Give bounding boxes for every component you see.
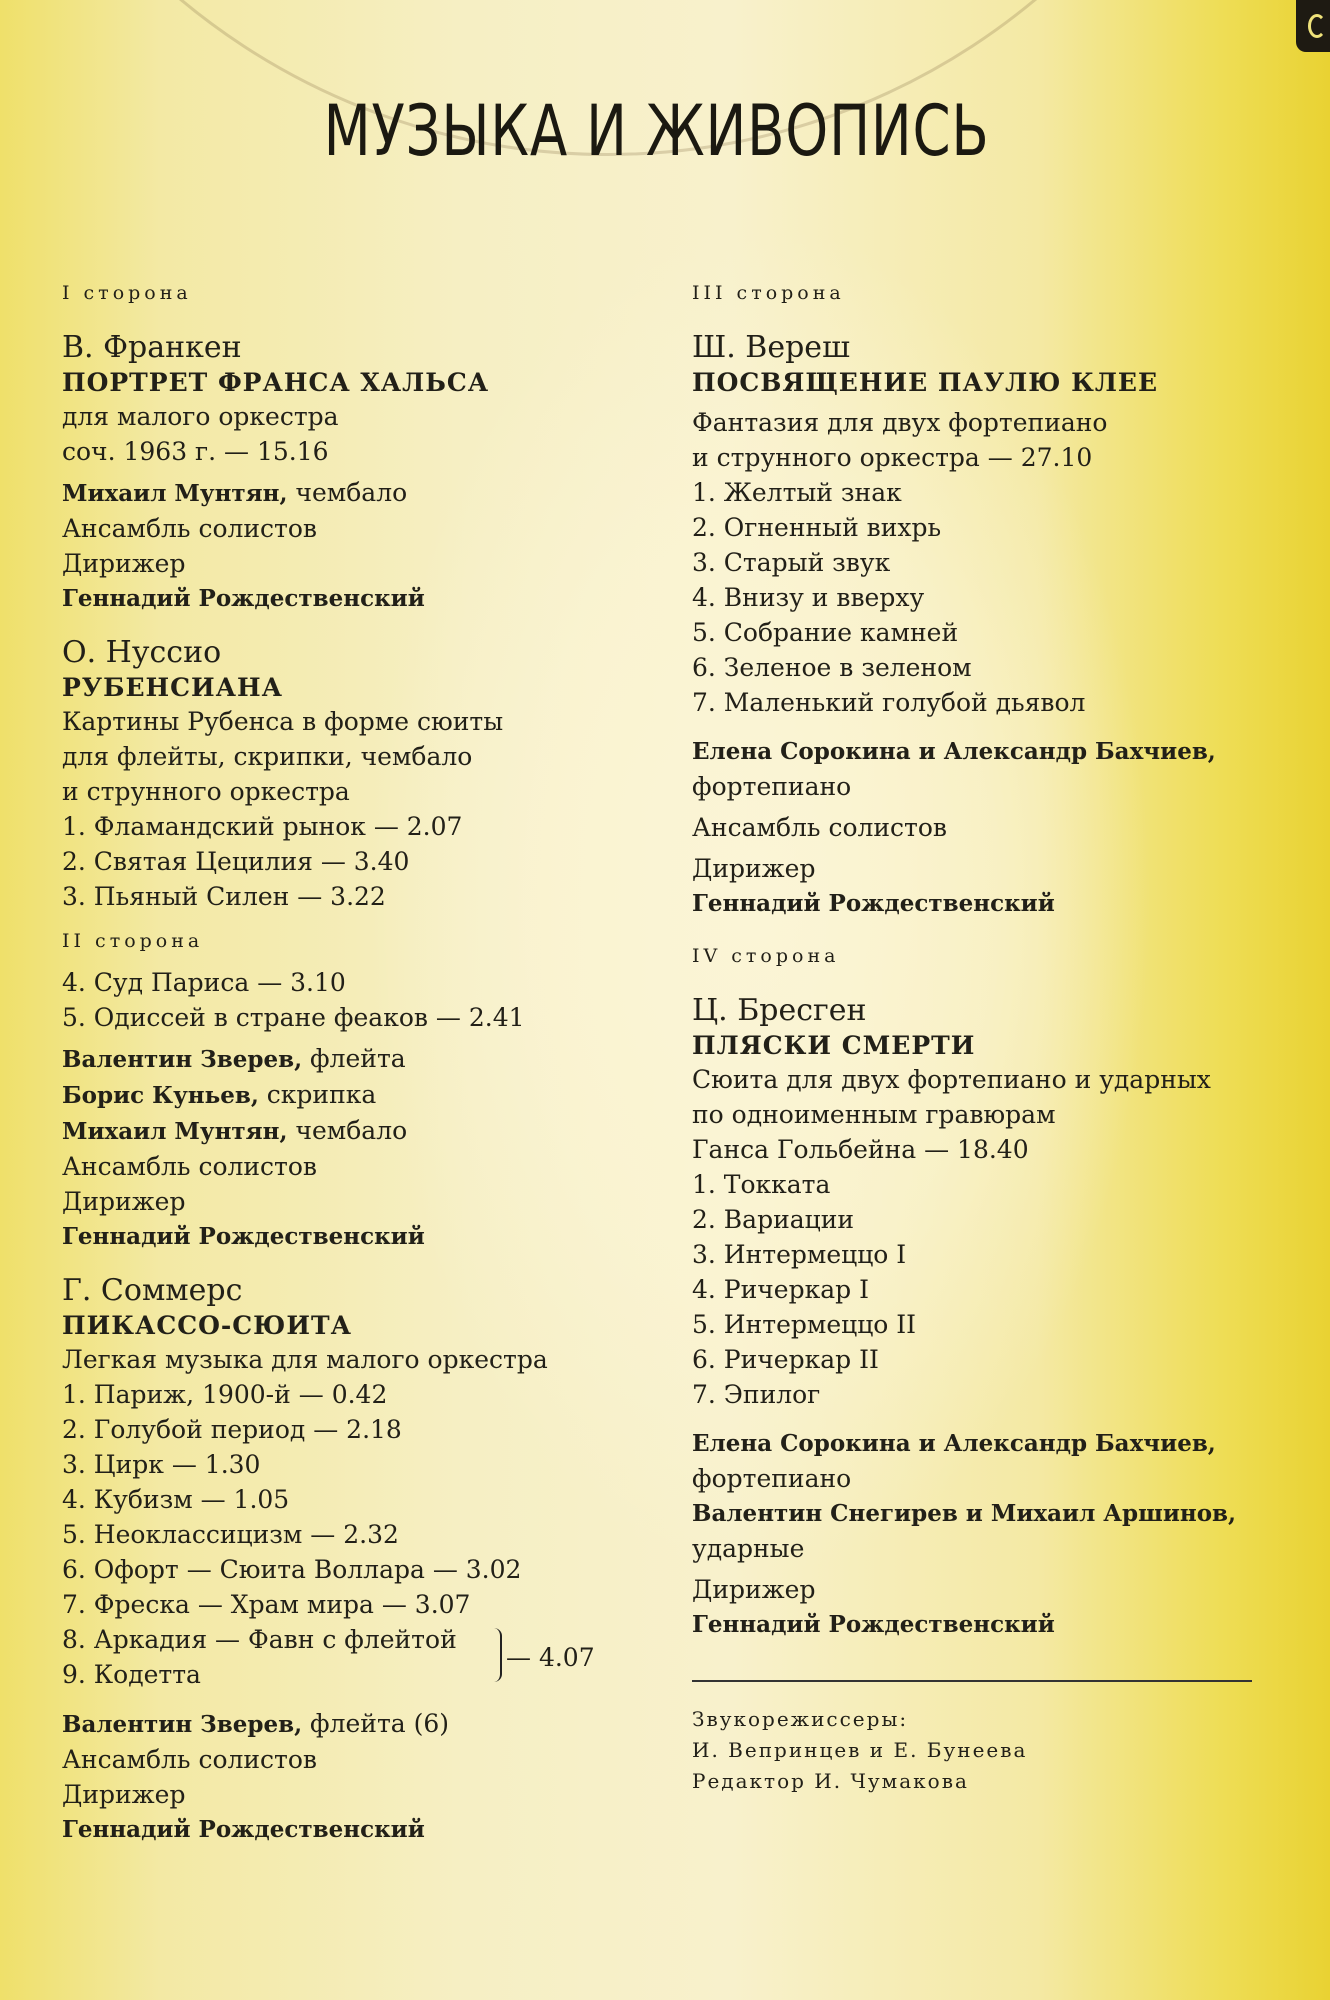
conductor-label: Дирижер [62,549,186,578]
work-description: для малого оркестра [62,402,339,431]
performer-role: фортепиано [692,772,852,801]
ensemble: Ансамбль солистов [62,514,317,543]
side-label-4: IV сторона [692,945,840,967]
work-description: по одноименным гравюрам [692,1100,1056,1129]
track-item: 3. Пьяный Силен — 3.22 [62,882,386,911]
bracket-duration: — 4.07 [506,1643,595,1672]
track-item: 9. Кодетта [62,1660,201,1689]
ensemble: Ансамбль солистов [62,1152,317,1181]
side-label-2: II сторона [62,930,204,952]
track-item: 6. Ричеркар II [692,1345,879,1374]
performer: Михаил Мунтян, чембало [62,478,408,507]
work-description: Ганса Гольбейна — 18.40 [692,1135,1029,1164]
right-column [692,272,1292,1797]
performer-role: фортепиано [692,1464,852,1493]
track-item: 5. Собрание камней [692,618,959,647]
side-label-3: III сторона [692,282,845,304]
work-description: Картины Рубенса в форме сюиты [62,707,504,736]
ensemble: Ансамбль солистов [692,813,947,842]
conductor-label: Дирижер [692,854,816,883]
conductor-label: Дирижер [62,1780,186,1809]
ensemble: Ансамбль солистов [62,1745,317,1774]
work-title: ПОРТРЕТ ФРАНСА ХАЛЬСА [62,368,490,397]
track-item: 7. Маленький голубой дьявол [692,688,1086,717]
performer-names: Валентин Снегирев и Михаил Аршинов, [692,1500,1237,1527]
track-item: 2. Вариации [692,1205,855,1234]
work-title: ПИКАССО-СЮИТА [62,1311,352,1340]
composer-name: Ш. Вереш [692,330,850,365]
track-item: 5. Интермеццо II [692,1310,917,1339]
composer-name: В. Франкен [62,330,242,365]
performer: Валентин Зверев, флейта (6) [62,1709,450,1738]
track-item: 3. Интермеццо I [692,1240,907,1269]
divider-line [692,1680,1252,1682]
composer-name: Г. Соммерс [62,1273,243,1308]
track-item: 3. Старый звук [692,548,891,577]
conductor-name: Геннадий Рождественский [692,890,1055,917]
performer: Михаил Мунтян, чембало [62,1116,408,1145]
credits-line: И. Вепринцев и Е. Бунеева [692,1738,1028,1762]
conductor-name: Геннадий Рождественский [692,1611,1055,1638]
label-logo-icon [1296,0,1330,52]
work-description: Фантазия для двух фортепиано [692,408,1108,437]
track-item: 2. Святая Цецилия — 3.40 [62,847,410,876]
track-item: 6. Офорт — Сюита Воллара — 3.02 [62,1555,522,1584]
track-item: 4. Кубизм — 1.05 [62,1485,290,1514]
performer-names: Елена Сорокина и Александр Бахчиев, [692,738,1216,765]
work-description: Легкая музыка для малого оркестра [62,1345,548,1374]
track-item: 1. Желтый знак [692,478,902,507]
track-item: 4. Ричеркар I [692,1275,869,1304]
work-title: РУБЕНСИАНА [62,673,283,702]
work-title: ПЛЯСКИ СМЕРТИ [692,1031,976,1060]
composer-name: Ц. Бресген [692,993,867,1028]
work-description: и струнного оркестра — 27.10 [692,443,1093,472]
track-item: 5. Неоклассицизм — 2.32 [62,1520,399,1549]
conductor-label: Дирижер [62,1187,186,1216]
credits-line: Звукорежиссеры: [692,1707,909,1731]
work-description: для флейты, скрипки, чембало [62,742,473,771]
track-item: 2. Голубой период — 2.18 [62,1415,402,1444]
album-title: МУЗЫКА И ЖИВОПИСЬ [323,90,990,172]
conductor-name: Геннадий Рождественский [62,1816,425,1843]
track-item: 1. Фламандский рынок — 2.07 [62,812,463,841]
work-description: соч. 1963 г. — 15.16 [62,437,329,466]
performer: Валентин Зверев, флейта [62,1044,406,1073]
track-item: 6. Зеленое в зеленом [692,653,972,682]
conductor-name: Геннадий Рождественский [62,585,425,612]
performer-names: Елена Сорокина и Александр Бахчиев, [692,1430,1216,1457]
track-item: 1. Токката [692,1170,831,1199]
bracket-brace [490,1628,502,1682]
composer-name: О. Нуссио [62,635,222,670]
track-item: 4. Суд Париса — 3.10 [62,968,346,997]
track-item: 7. Эпилог [692,1380,821,1409]
conductor-name: Геннадий Рождественский [62,1223,425,1250]
track-item: 4. Внизу и вверху [692,583,925,612]
credits-line: Редактор И. Чумакова [692,1769,969,1793]
track-item: 1. Париж, 1900-й — 0.42 [62,1380,388,1409]
track-item: 7. Фреска — Храм мира — 3.07 [62,1590,471,1619]
track-item: 5. Одиссей в стране феаков — 2.41 [62,1003,525,1032]
side-label-1: I сторона [62,282,192,304]
work-description: Сюита для двух фортепиано и ударных [692,1065,1211,1094]
left-column [62,272,662,1847]
bracketed-tracks [62,1622,662,1692]
track-item: 8. Аркадия — Фавн с флейтой [62,1625,457,1654]
work-title: ПОСВЯЩЕНИЕ ПАУЛЮ КЛЕЕ [692,368,1159,397]
credits-block [692,1704,1292,1797]
performer-role: ударные [692,1534,805,1563]
work-description: и струнного оркестра [62,777,350,806]
track-item: 2. Огненный вихрь [692,513,942,542]
conductor-label: Дирижер [692,1575,816,1604]
track-item: 3. Цирк — 1.30 [62,1450,261,1479]
performer: Борис Куньев, скрипка [62,1080,377,1109]
